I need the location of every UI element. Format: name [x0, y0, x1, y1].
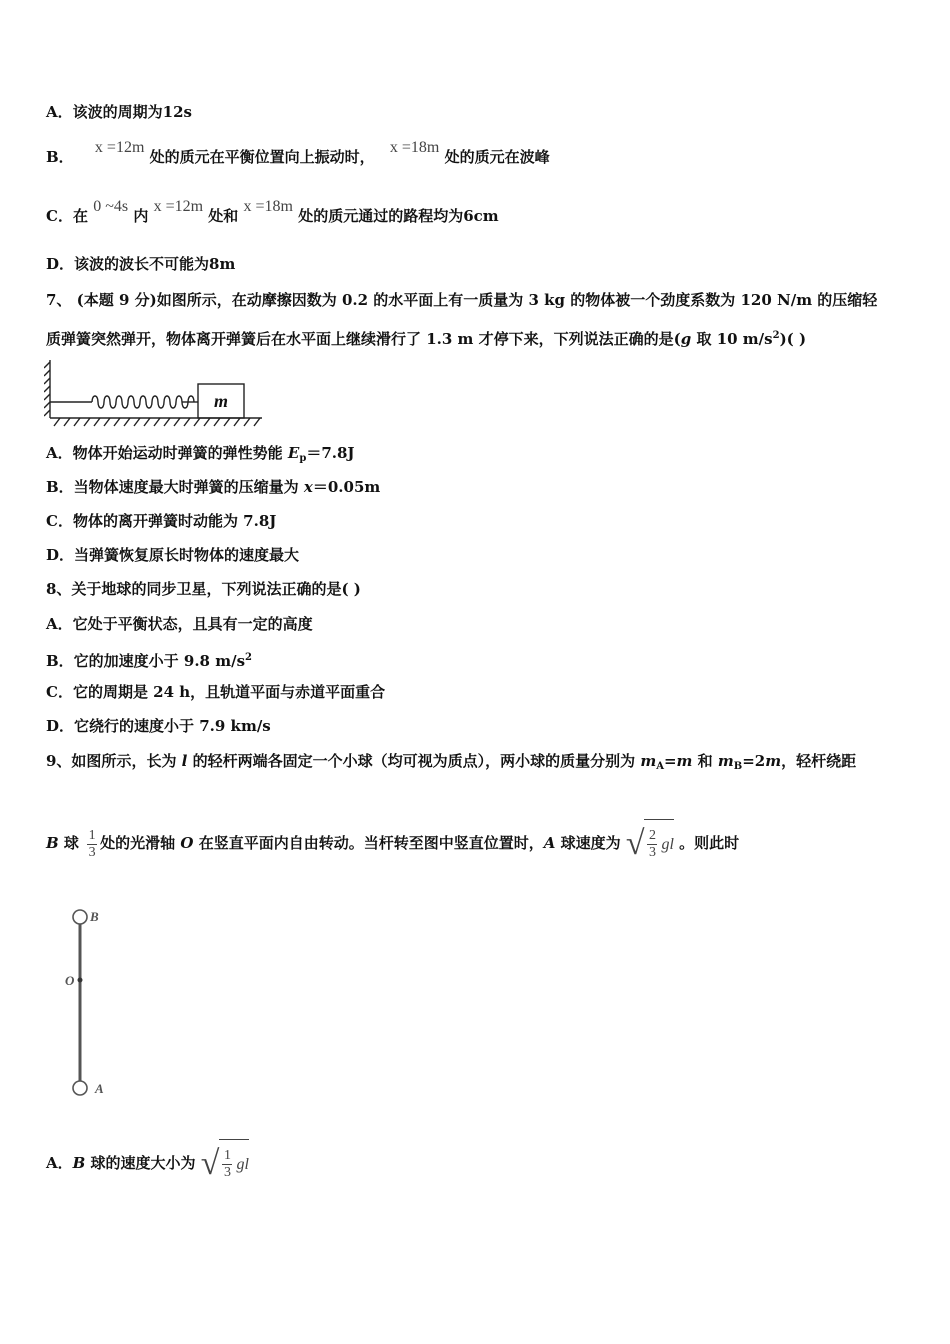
fraction-one-third: [87, 828, 97, 861]
var-m: m: [676, 752, 693, 770]
option-label: A．: [46, 1154, 73, 1172]
stem-text: 取 10 m/s: [691, 330, 773, 348]
spring-coil: [92, 396, 194, 408]
label-o: O: [65, 973, 75, 988]
option-text: A．物体开始运动时弹簧的弹性势能: [46, 444, 288, 462]
option-text: ＝7.8J: [306, 444, 355, 462]
ball-a: [73, 1081, 87, 1095]
math-x18: x =18m: [243, 198, 293, 215]
subscript: A: [656, 761, 664, 772]
q6-option-d: D．该波的波长不可能为8m: [46, 255, 236, 273]
stem-text: =2: [742, 752, 766, 770]
option-text: 处的质元通过的路程均为6cm: [298, 207, 499, 225]
stem-text: 9、如图所示，长为: [46, 752, 182, 770]
option-text: B．它的加速度小于 9.8 m/s: [46, 652, 246, 670]
axis-o: [78, 978, 83, 983]
option-text: 处的质元在平衡位置向上振动时，: [149, 148, 375, 166]
option-label: B．: [46, 148, 74, 166]
label-a: A: [95, 1081, 104, 1096]
q9-option-a: [46, 1138, 249, 1190]
q8-stem: 8、关于地球的同步卫星，下列说法正确的是( ): [46, 580, 361, 598]
wall-hatch: [44, 362, 50, 416]
fraction-denominator: 3: [648, 845, 656, 860]
stem-text: 和: [692, 752, 718, 770]
subscript: p: [299, 453, 307, 464]
fraction-numerator: 1: [223, 1148, 231, 1163]
option-label: C．在: [46, 207, 88, 225]
sqrt-one-third-gl: √ $\frac{1}{3}$ gl: [201, 1139, 249, 1190]
stem-text: 处的光滑轴: [100, 834, 181, 852]
var-m: m: [765, 752, 782, 770]
stem-text: ，轻杆绕距: [781, 752, 857, 770]
superscript: 2: [772, 330, 780, 341]
label-b: B: [90, 909, 99, 924]
sqrt-two-thirds-gl: √ $\frac{2}{3}$ gl: [626, 819, 674, 870]
q6-option-c: [46, 198, 499, 228]
math-x18: x =18m: [389, 139, 440, 156]
q7-option-b: [46, 476, 380, 498]
q9-stem-line2: [46, 818, 739, 870]
stem-text: 球速度为: [555, 834, 621, 852]
q7-option-d: D．当弹簧恢复原长时物体的速度最大: [46, 546, 300, 564]
var-l: l: [181, 752, 188, 770]
q7-stem-line2: [46, 325, 806, 350]
stem-text: 在竖直平面内自由转动。当杆转至图中竖直位置时，: [193, 834, 544, 852]
var-x: x: [303, 478, 313, 496]
q8-option-c: C．它的周期是 24 h，且轨道平面与赤道平面重合: [46, 683, 386, 701]
var-B: B: [46, 834, 59, 852]
option-text: 处和: [208, 207, 239, 225]
q6-option-b: [46, 139, 550, 169]
q8-option-b: [46, 647, 252, 672]
ball-b: [73, 910, 87, 924]
q8-option-a: A．它处于平衡状态，且具有一定的高度: [46, 615, 313, 633]
fraction-numerator: 1: [88, 827, 96, 843]
option-text: 球的速度大小为: [85, 1154, 196, 1172]
math-x12: x =12m: [94, 139, 145, 156]
option-text: 处的质元在波峰: [444, 148, 550, 166]
var-m: m: [717, 752, 734, 770]
stem-text: 。则此时: [673, 834, 740, 852]
option-text: 内: [133, 207, 149, 225]
option-text: B．当物体速度最大时弹簧的压缩量为: [46, 478, 304, 496]
stem-text: 质弹簧突然弹开，物体离开弹簧后在水平面上继续滑行了 1.3 m 才停下来，下列说法正确的是(: [46, 330, 681, 348]
spring-block-figure: [44, 356, 266, 428]
fraction-numerator: 2: [648, 828, 656, 843]
superscript: 2: [245, 652, 252, 663]
rod-figure: [60, 905, 120, 1105]
fraction-denominator: 3: [223, 1165, 231, 1180]
var-A: A: [543, 834, 556, 852]
q8-option-d: D．它绕行的速度小于 7.9 km/s: [46, 717, 271, 735]
q7-option-c: C．物体的离开弹簧时动能为 7.8J: [46, 512, 277, 530]
block-label: m: [213, 391, 229, 411]
var-B: B: [72, 1154, 86, 1172]
math-gl: gl: [236, 1155, 249, 1173]
fraction-denominator: 3: [88, 844, 96, 860]
var-E: E: [287, 444, 300, 462]
stem-text: 的轻杆两端各固定一个小球（均可视为质点），两小球的质量分别为: [187, 752, 641, 770]
stem-text: )( ): [779, 330, 807, 348]
q7-stem-line1: 7、 (本题 9 分)如图所示，在动摩擦因数为 0.2 的水平面上有一质量为 3 kg 的物体被一个劲度系数为 120 N/m 的压缩轻: [46, 291, 878, 309]
math-gl: gl: [661, 835, 674, 853]
ground-hatch: [54, 418, 260, 426]
q7-option-a: [46, 442, 355, 470]
subscript: B: [733, 761, 743, 772]
var-m: m: [640, 752, 657, 770]
option-text: ＝0.05m: [312, 478, 381, 496]
q6-option-a: A．该波的周期为12s: [46, 103, 192, 121]
math-time-range: 0 ~4s: [93, 198, 129, 215]
stem-text: 球: [58, 834, 79, 852]
q9-stem-line1: [46, 750, 856, 778]
math-x12: x =12m: [153, 198, 204, 215]
stem-text: =: [663, 752, 677, 770]
var-g: g: [680, 330, 692, 348]
var-O: O: [180, 834, 194, 852]
